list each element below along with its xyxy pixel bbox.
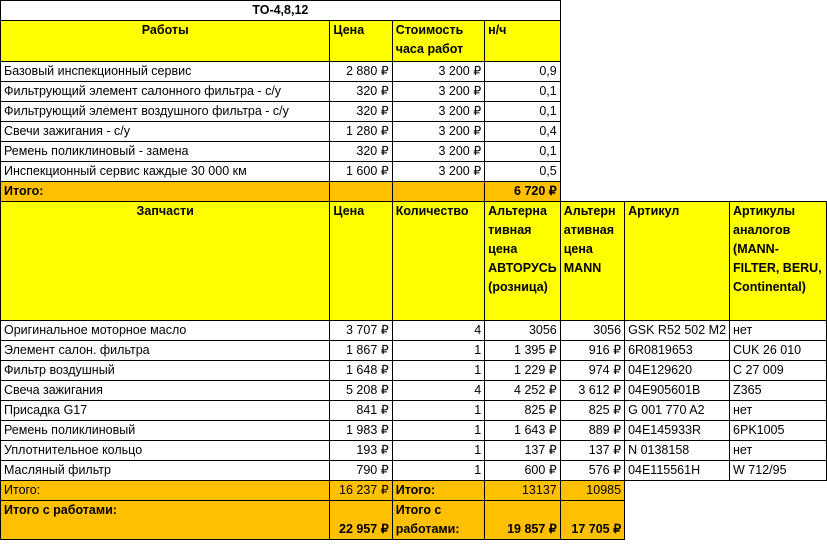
works-header-name: Работы	[1, 21, 330, 62]
table-row: Фильтр воздушный 1 648 ₽ 1 1 229 ₽ 974 ₽ 04E129620 C 27 009	[1, 361, 827, 381]
sheet-title: ТО-4,8,12	[1, 1, 561, 21]
works-header-price: Цена	[330, 21, 392, 62]
parts-total-price: 16 237 ₽	[330, 481, 392, 501]
parts-header-price: Цена	[330, 202, 392, 321]
parts-total-label-2: Итого:	[392, 481, 484, 501]
table-row: Уплотнительное кольцо 193 ₽ 1 137 ₽ 137 ₽ N 0138158 нет	[1, 441, 827, 461]
grand-total-label-2: Итого с работами:	[392, 501, 484, 540]
table-row: Фильтрующий элемент воздушного фильтра - с/у 320 ₽ 3 200 ₽ 0,1	[1, 102, 827, 122]
parts-total-row	[1, 481, 827, 501]
grand-total-row	[1, 501, 827, 540]
parts-header-alt-avtorus: Альтерна тивная цена АВТОРУСЬ (розница)	[485, 202, 561, 321]
parts-total-alt-avtorus: 13137	[485, 481, 561, 501]
table-row: Элемент салон. фильтра 1 867 ₽ 1 1 395 ₽ 916 ₽ 6R0819653 CUK 26 010	[1, 341, 827, 361]
table-row: Ремень поликлиновый 1 983 ₽ 1 1 643 ₽ 889 ₽ 04E145933R 6PK1005	[1, 421, 827, 441]
parts-header-article: Артикул	[625, 202, 730, 321]
parts-header-analogs: Артикулы аналогов (MANN-FILTER, BERU, Continental)	[730, 202, 827, 321]
parts-header-name: Запчасти	[1, 202, 330, 321]
table-row: Свеча зажигания 5 208 ₽ 4 4 252 ₽ 3 612 ₽ 04E905601B Z365	[1, 381, 827, 401]
parts-total-alt-mann: 10985	[560, 481, 624, 501]
works-total-row	[1, 182, 827, 202]
table-row: Оригинальное моторное масло 3 707 ₽ 4 3056 3056 GSK R52 502 M2 нет	[1, 321, 827, 341]
table-row: Присадка G17 841 ₽ 1 825 ₽ 825 ₽ G 001 770 A2 нет	[1, 401, 827, 421]
table-row: Базовый инспекционный сервис 2 880 ₽ 3 200 ₽ 0,9	[1, 62, 827, 82]
works-total-label: Итого:	[1, 182, 330, 202]
works-total-value: 6 720 ₽	[485, 182, 561, 202]
grand-total-label: Итого с работами:	[1, 501, 330, 540]
table-row: Свечи зажигания - с/у 1 280 ₽ 3 200 ₽ 0,4	[1, 122, 827, 142]
table-row: Масляный фильтр 790 ₽ 1 600 ₽ 576 ₽ 04E115561H W 712/95	[1, 461, 827, 481]
parts-header-row	[1, 202, 827, 321]
table-row: Ремень поликлиновый - замена 320 ₽ 3 200 ₽ 0,1	[1, 142, 827, 162]
grand-total-price: 22 957 ₽	[330, 501, 392, 540]
table-row: Инспекционный сервис каждые 30 000 км 1 600 ₽ 3 200 ₽ 0,5	[1, 162, 827, 182]
grand-total-alt-mann: 17 705 ₽	[560, 501, 624, 540]
parts-header-qty: Количество	[392, 202, 484, 321]
works-header-hour-cost: Стоимость часа работ	[392, 21, 484, 62]
works-header-norm: н/ч	[485, 21, 561, 62]
parts-header-alt-mann: Альтерн ативная цена MANN	[560, 202, 624, 321]
grand-total-alt-avtorus: 19 857 ₽	[485, 501, 561, 540]
table-row: Фильтрующий элемент салонного фильтра - с/у 320 ₽ 3 200 ₽ 0,1	[1, 82, 827, 102]
parts-total-label: Итого:	[1, 481, 330, 501]
